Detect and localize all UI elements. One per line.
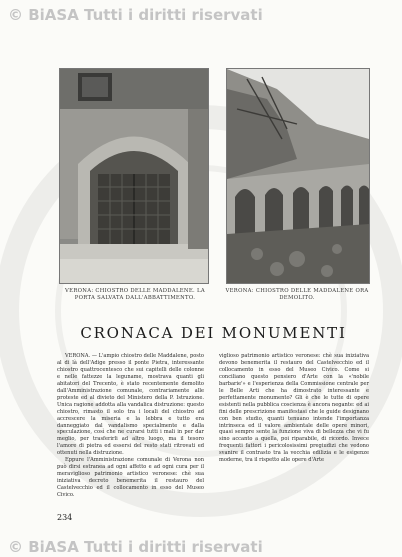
photo-cloister-door <box>59 68 209 284</box>
watermark-bottom: © BiASA Tutti i diritti riservati <box>8 538 263 556</box>
article-paragraph: viglioso patrimonio artistico veronese: chè sua iniziativa devono benemerita il restauro del Castelvecchio ed il collocamento in esso del Museo Civico. Come si conciliano questo pensiero d'Arte con la «'nobile barbarie'» e l'esperienza della Commissione centrale per le Belle Arti che ha dimostrato interessante e perfettamente monumento? Gli è che le tutte di opere esistenti nella pubblica coscienza è ancora negante: ed ai fini delle prescrizione manifestasi che le guide designano con ben studio, quanti tenuano intende l'importanza intrinseca ed il valore ambientale delle opere minori, quasi sempre sente la funzione viva di bellezza che vi fu sino accanto a quella, poi riparabile, di ricordo. Invece frequenti fattori i pericolosissimi pregiudizi che vedono svanire il contrasto tra la vecchia edilizia e le esigenze moderne, tra il rispetto alle opere d'Arte <box>219 353 369 464</box>
article-title: CRONACA DEI MONUMENTI <box>80 324 347 342</box>
figure-caption-left: VERONA: CHIOSTRO DELLE MADDALENE. LA PORTA SALVATA DALL'ABBATTIMENTO. <box>65 288 205 301</box>
article-paragraph: Eppure l'Amministrazione comunale di Verona non può dirsi estranea ad ogni affetto e ad ogni cura per il meraviglioso patrimonio artistico veronese: chè sua iniziativa decreto benemerita il restauro del Castelvecchio ed il collocamento in esso del Museo Civico. <box>57 457 204 499</box>
article-column-left <box>57 353 204 499</box>
watermark-top: © BiASA Tutti i diritti riservati <box>8 6 263 24</box>
article-paragraph: VERONA. — L'ampio chiostro delle Maddalene, posto al di là dell'Adige presso il ponte Pietra, interessante chiostro quattrocentesco che sui capitelli delle colonne e nelle fattezze la leguname, mostrava quanti gli abitatori del Trecento, è stato recentemente demolito dall'Amministrazione comunale, contrariamente alle proteste ed al divieto del Ministero della P. Istruzione. Unica ragione addotta alla vandalica distruzione: questo chiostro, rimasto il solo tra i locali del chiostro ad accrescere la miseria e la lebbra e tutto era danneggiato dal vandalismo specialmente e dalla speculazione, così che ne curarsi tutti i mali in per dar meglio, per trasferirli ad altro luogo, ma il tesoro l'amore di pietra ed essersi del resto stati ritrovati ed ottenuti nella distruzione. <box>57 353 204 457</box>
article-column-right <box>219 353 369 464</box>
figure-caption-right: VERONA: CHIOSTRO DELLE MADDALENE ORA DEMOLITO. <box>225 288 369 301</box>
photo-cloister-arcade <box>226 68 370 284</box>
page-number: 234 <box>57 513 73 522</box>
